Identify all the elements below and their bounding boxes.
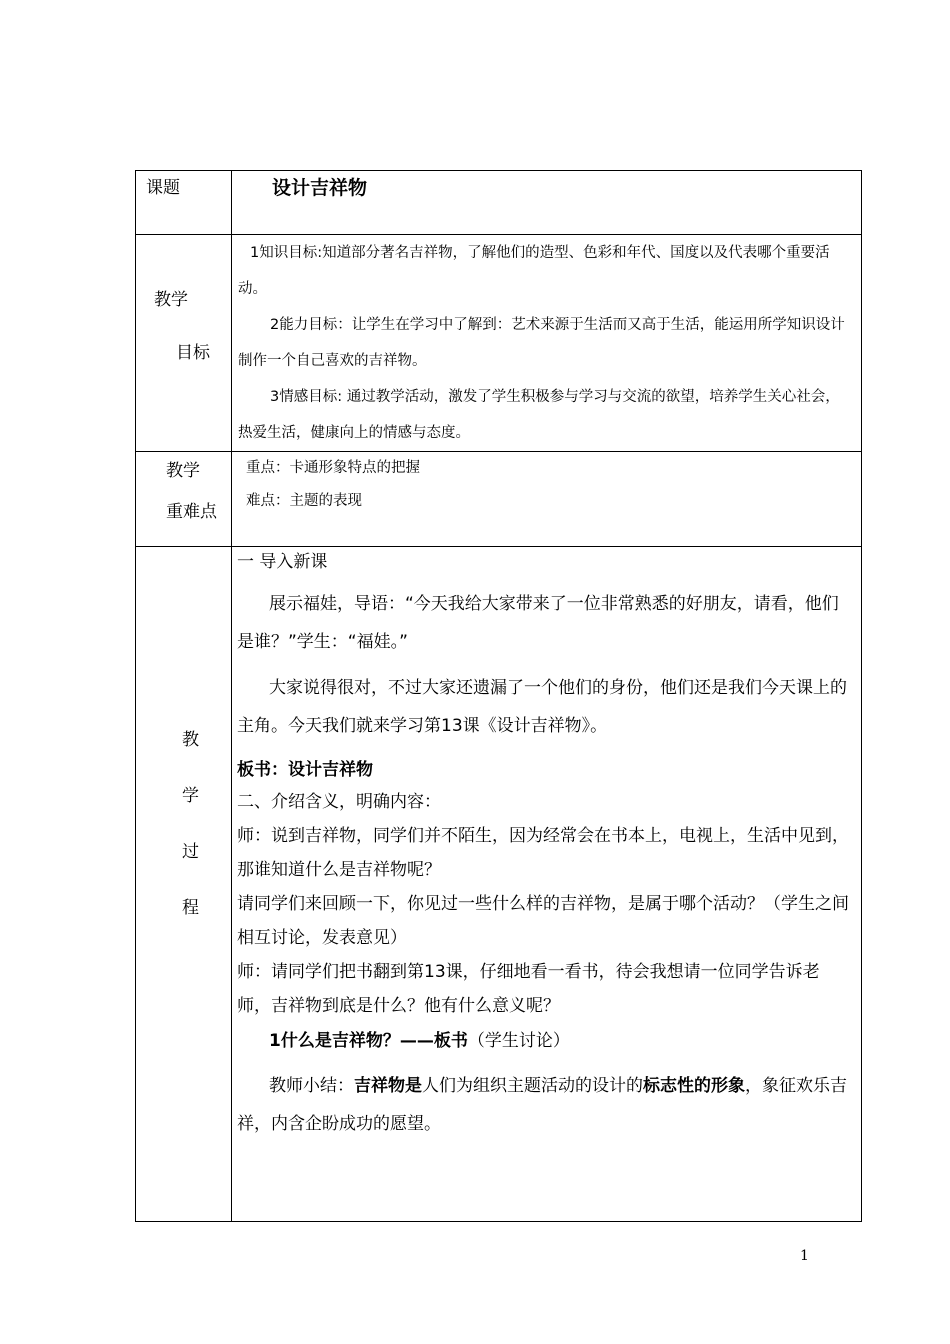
goals-row (136, 235, 862, 452)
goals-label-2: 目标 (176, 343, 210, 363)
teacher-question: 师：说到吉祥物，同学们并不陌生，因为经常会在书本上，电视上，生活中见到，那谁知道什么是吉祥物呢？ (237, 826, 849, 880)
summary-end: ，象征欢乐吉祥，内含企盼成功的愿望。 (237, 1076, 847, 1134)
goal-ability: 2能力目标：让学生在学习中了解到：艺术来源于生活而又高于生活，能运用所学知识设计制作一个自己喜欢的吉祥物。 (238, 317, 845, 369)
lesson-plan-table (135, 170, 862, 1222)
key-point: 重点：卡通形象特点的把握 (246, 460, 420, 476)
key-label-1: 教学 (166, 461, 200, 481)
difficult-point: 难点：主题的表现 (246, 493, 362, 509)
topic-title: 设计吉祥物 (272, 177, 368, 199)
process-row (136, 547, 862, 1222)
question-1-bold: 1什么是吉祥物？——板书 (269, 1031, 468, 1051)
summary-emphasis: 标志性的形象 (643, 1076, 745, 1096)
teacher-summary (237, 1067, 853, 1143)
goal-emotion: 3情感目标: 通过教学活动，激发了学生积极参与学习与交流的欲望，培养学生关心社会，热爱生活，健康向上的情感与态度。 (238, 389, 840, 441)
page-number: 1 (800, 1248, 809, 1264)
key-points-row (136, 452, 862, 547)
goals-label-1: 教学 (154, 290, 188, 310)
process-label-char: 学 (182, 786, 199, 806)
topic-label: 课题 (146, 178, 180, 198)
teacher-instruction: 师：请同学们把书翻到第13课，仔细地看一看书，待会我想请一位同学告诉老师，吉祥物到底是什么？他有什么意义呢？ (237, 962, 820, 1016)
section-2-heading: 二、介绍含义，明确内容： (237, 792, 441, 812)
question-1 (237, 1023, 853, 1059)
goal-knowledge: 1知识目标:知道部分著名吉祥物，了解他们的造型、色彩和年代、国度以及代表哪个重要活动。 (238, 245, 830, 297)
process-label-char: 过 (182, 842, 199, 862)
board-title: 板书：设计吉祥物 (237, 760, 373, 780)
topic-row (136, 171, 862, 235)
intro-paragraph-2: 大家说得很对，不过大家还遗漏了一个他们的身份，他们还是我们今天课上的主角。今天我们就来学习第13课《设计吉祥物》。 (237, 678, 847, 736)
intro-heading: 一 导入新课 (237, 552, 328, 572)
summary-term: 吉祥物是 (354, 1076, 422, 1096)
intro-paragraph-1: 展示福娃，导语：“今天我给大家带来了一位非常熟悉的好朋友，请看，他们是谁？”学生：“福娃。” (237, 594, 839, 652)
student-review: 请同学们来回顾一下，你见过一些什么样的吉祥物，是属于哪个活动？（学生之间相互讨论，发表意见） (237, 894, 849, 948)
question-1-tail: （学生讨论） (467, 1031, 570, 1051)
summary-prefix: 教师小结： (269, 1076, 354, 1096)
process-label-char: 程 (182, 898, 199, 918)
summary-mid: 人们为组织主题活动的设计的 (422, 1076, 643, 1096)
process-label-char: 教 (182, 730, 199, 750)
key-label-2: 重难点 (166, 502, 217, 522)
